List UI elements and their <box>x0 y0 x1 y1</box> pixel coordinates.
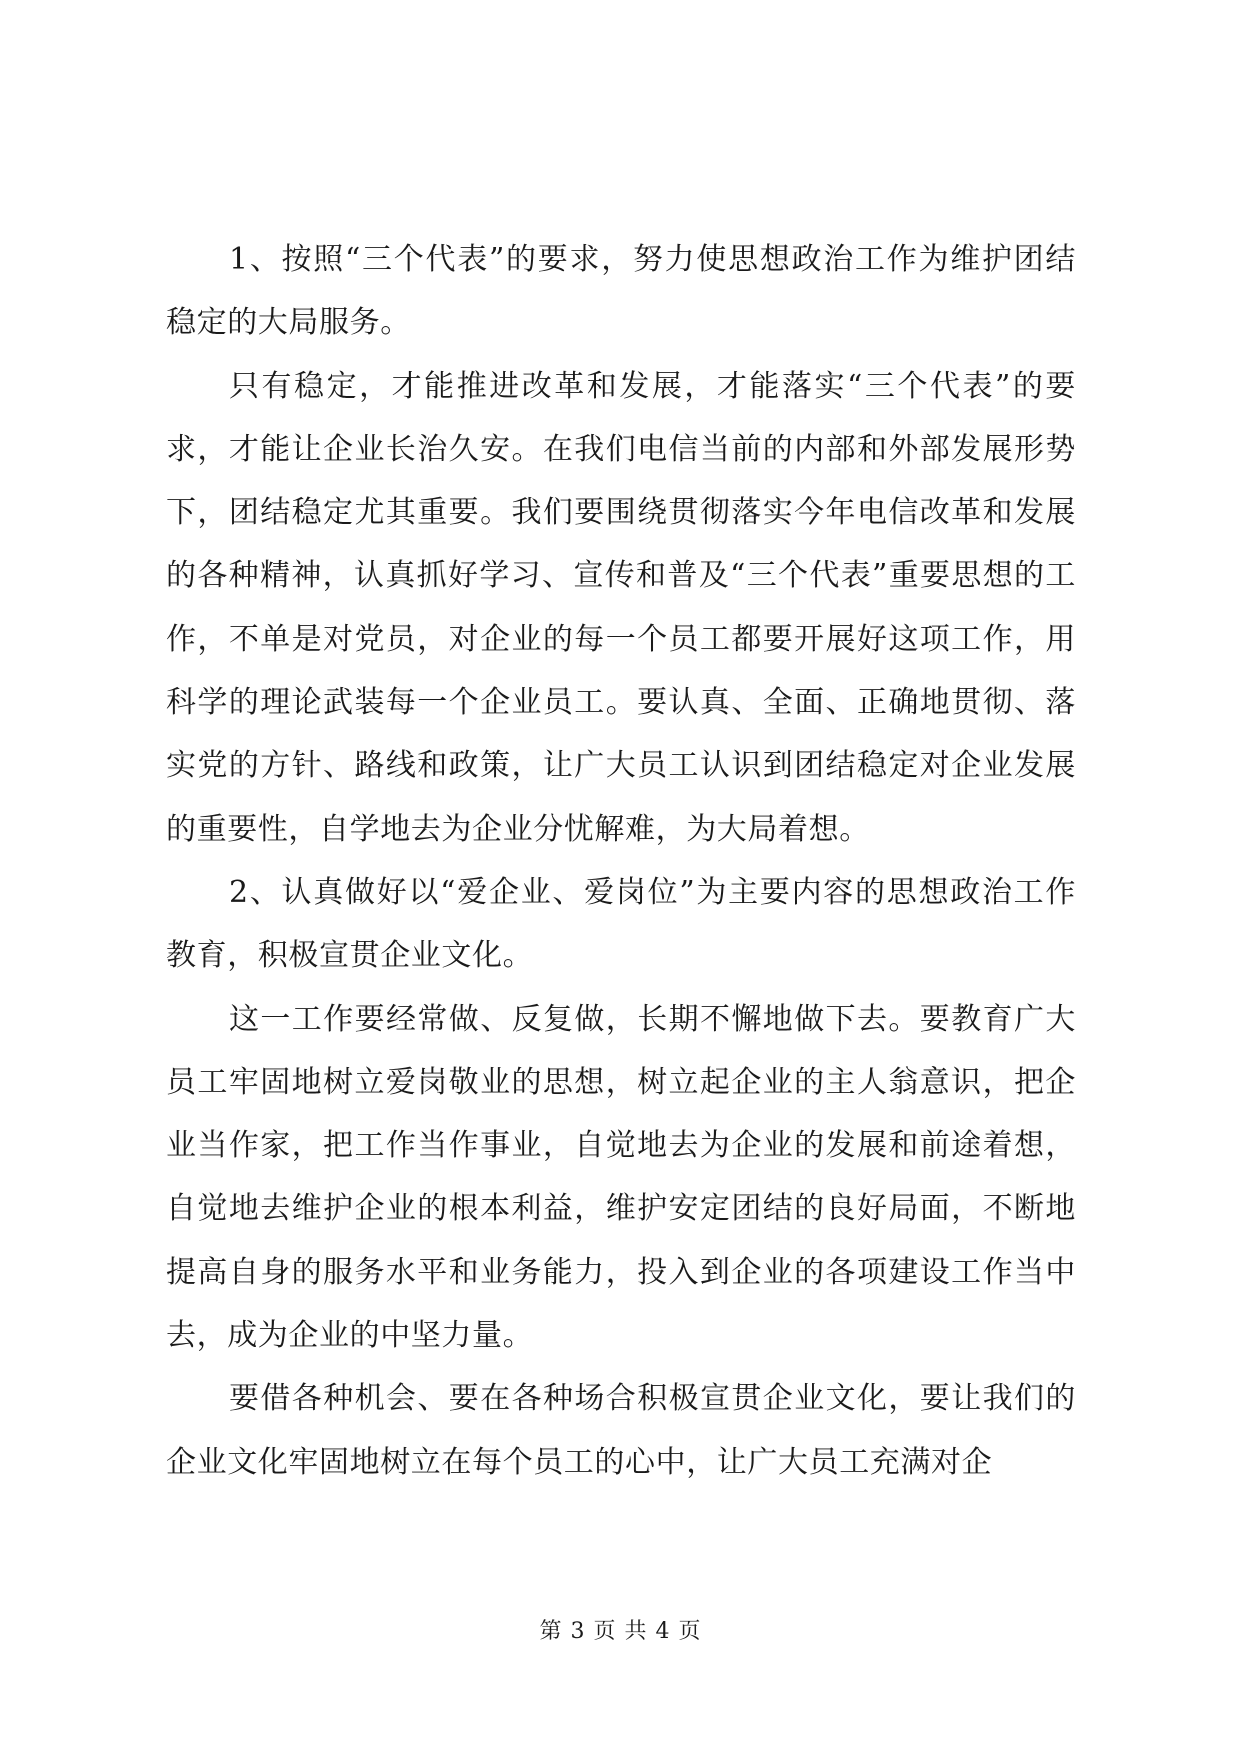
paragraph-1: 1、按照“三个代表”的要求，努力使思想政治工作为维护团结稳定的大局服务。 <box>166 242 1076 341</box>
paragraph-3: 2、认真做好以“爱企业、爱岗位”为主要内容的思想政治工作教育，积极宣贯企业文化。 <box>166 874 1076 974</box>
paragraph-2: 只有稳定，才能推进改革和发展，才能落实“三个代表”的要求，才能让企业长治久安。在我们电信当前的内部和外部发展形势下，团结稳定尤其重要。我们要围绕贯彻落实今年电信改革和发展的各种精神，认真抓好学习、宣传和普及“三个代表”重要思想的工作，不单是对党员，对企业的每一个员工都要开展好这项工作，用科学的理论武装每一个企业员工。要认真、全面、正确地贯彻、落实党的方针、路线和政策，让广大员工认识到团结稳定对企业发展的重要性，自学地去为企业分忧解难，为大局着想。 <box>166 368 1076 847</box>
paragraph-5: 要借各种机会、要在各种场合积极宣贯企业文化，要让我们的企业文化牢固地树立在每个员工的心中，让广大员工充满对企 <box>166 1381 1076 1480</box>
document-body <box>166 228 1076 1494</box>
paragraph-4: 这一工作要经常做、反复做，长期不懈地做下去。要教育广大员工牢固地树立爱岗敬业的思想，树立起企业的主人翁意识，把企业当作家，把工作当作事业，自觉地去为企业的发展和前途着想，自觉地去维护企业的根本利益，维护安定团结的良好局面，不断地提高自身的服务水平和业务能力，投入到企业的各项建设工作当中去，成为企业的中坚力量。 <box>166 1001 1076 1354</box>
page-number-footer: 第 3 页 共 4 页 <box>539 1619 702 1644</box>
